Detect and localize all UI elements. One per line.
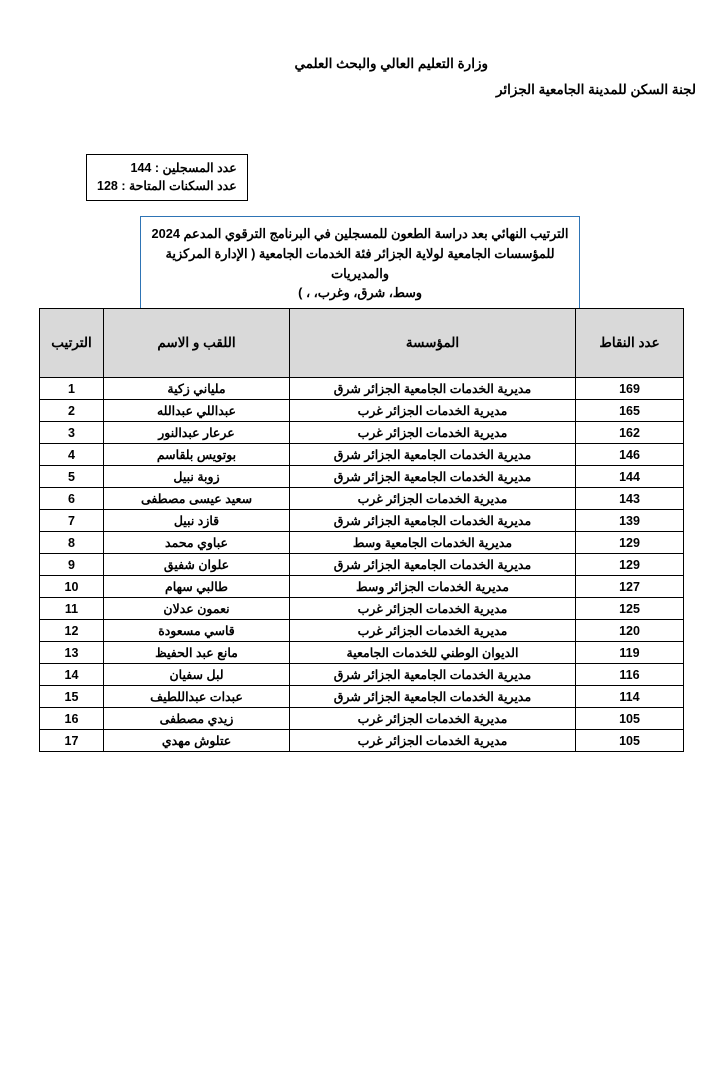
cell-points: 165 [576,400,684,422]
cell-institution: مديرية الخدمات الجامعية الجزائر شرق [290,466,576,488]
cell-name: عتلوش مهدي [104,730,290,752]
column-header-name: اللقب و الاسم [104,309,290,378]
cell-institution: مديرية الخدمات الجزائر غرب [290,620,576,642]
table-row [40,708,684,730]
table-row [40,444,684,466]
cell-points: 162 [576,422,684,444]
document-page [0,56,724,1080]
cell-rank: 16 [40,708,104,730]
cell-name: عرعار عبدالنور [104,422,290,444]
table-row [40,686,684,708]
cell-name: قازد نبيل [104,510,290,532]
cell-points: 125 [576,598,684,620]
cell-rank: 1 [40,378,104,400]
ministry-heading: وزارة التعليم العالي والبحث العلمي [294,56,488,71]
cell-name: نعمون عدلان [104,598,290,620]
cell-name: ملياني زكية [104,378,290,400]
cell-rank: 17 [40,730,104,752]
cell-rank: 10 [40,576,104,598]
cell-institution: مديرية الخدمات الجامعية الجزائر شرق [290,554,576,576]
cell-rank: 4 [40,444,104,466]
cell-rank: 2 [40,400,104,422]
cell-institution: مديرية الخدمات الجزائر غرب [290,730,576,752]
cell-rank: 5 [40,466,104,488]
cell-name: عبداللي عبدالله [104,400,290,422]
ranking-table-wrapper [40,308,684,752]
cell-points: 139 [576,510,684,532]
cell-institution: مديرية الخدمات الجزائر غرب [290,422,576,444]
cell-points: 169 [576,378,684,400]
table-row [40,730,684,752]
cell-rank: 6 [40,488,104,510]
cell-institution: مديرية الخدمات الجامعية الجزائر شرق [290,664,576,686]
table-row [40,378,684,400]
table-row [40,664,684,686]
cell-name: بوتويس بلقاسم [104,444,290,466]
cell-rank: 12 [40,620,104,642]
cell-institution: مديرية الخدمات الجامعية الجزائر شرق [290,510,576,532]
cell-rank: 15 [40,686,104,708]
cell-rank: 13 [40,642,104,664]
cell-institution: مديرية الخدمات الجزائر غرب [290,708,576,730]
ranking-table [39,308,684,752]
table-body [40,378,684,752]
cell-institution: مديرية الخدمات الجزائر وسط [290,576,576,598]
counts-box [86,154,248,201]
cell-name: عباوي محمد [104,532,290,554]
table-row [40,620,684,642]
cell-name: زيدي مصطفى [104,708,290,730]
committee-heading: لجنة السكن للمدينة الجامعية الجزائر [495,82,696,97]
cell-name: مانع عبد الحفيظ [104,642,290,664]
cell-name: عبدات عبداللطيف [104,686,290,708]
document-title-box [140,216,580,312]
available-housing-count: عدد السكنات المتاحة : 128 [97,179,237,194]
cell-rank: 3 [40,422,104,444]
cell-name: طالبي سهام [104,576,290,598]
cell-rank: 14 [40,664,104,686]
column-header-points: عدد النقاط [576,309,684,378]
cell-institution: مديرية الخدمات الجزائر غرب [290,400,576,422]
cell-points: 116 [576,664,684,686]
table-row [40,488,684,510]
table-row [40,642,684,664]
cell-points: 144 [576,466,684,488]
cell-institution: مديرية الخدمات الجامعية وسط [290,532,576,554]
title-line-3: وسط، شرق، وغرب، ، ) [298,285,422,301]
table-header [40,309,684,378]
registered-count: عدد المسجلين : 144 [130,161,237,175]
cell-institution: مديرية الخدمات الجامعية الجزائر شرق [290,444,576,466]
title-line-1: الترتيب النهائي بعد دراسة الطعون للمسجلين في البرنامج الترقوي المدعم 2024 [151,226,569,241]
table-row [40,576,684,598]
column-header-rank: الترتيب [40,309,104,378]
cell-institution: مديرية الخدمات الجزائر غرب [290,598,576,620]
table-row [40,510,684,532]
cell-points: 127 [576,576,684,598]
cell-institution: مديرية الخدمات الجامعية الجزائر شرق [290,686,576,708]
table-row [40,400,684,422]
cell-rank: 8 [40,532,104,554]
table-row [40,532,684,554]
table-row [40,554,684,576]
cell-name: قاسي مسعودة [104,620,290,642]
cell-points: 120 [576,620,684,642]
cell-points: 129 [576,554,684,576]
cell-name: سعيد عيسى مصطفى [104,488,290,510]
cell-rank: 9 [40,554,104,576]
cell-name: علوان شفيق [104,554,290,576]
title-line-2: للمؤسسات الجامعية لولاية الجزائر فئة الخدمات الجامعية ( الإدارة المركزية والمديريات [165,245,555,281]
table-row [40,466,684,488]
cell-institution: الديوان الوطني للخدمات الجامعية [290,642,576,664]
document-header [0,56,724,116]
cell-points: 114 [576,686,684,708]
cell-points: 129 [576,532,684,554]
table-row [40,422,684,444]
cell-points: 143 [576,488,684,510]
cell-rank: 7 [40,510,104,532]
cell-name: لبل سفيان [104,664,290,686]
table-header-row [40,309,684,378]
cell-rank: 11 [40,598,104,620]
cell-institution: مديرية الخدمات الجزائر غرب [290,488,576,510]
cell-points: 105 [576,708,684,730]
cell-points: 119 [576,642,684,664]
cell-name: زوبة نبيل [104,466,290,488]
cell-institution: مديرية الخدمات الجامعية الجزائر شرق [290,378,576,400]
column-header-institution: المؤسسة [290,309,576,378]
cell-points: 105 [576,730,684,752]
table-row [40,598,684,620]
cell-points: 146 [576,444,684,466]
